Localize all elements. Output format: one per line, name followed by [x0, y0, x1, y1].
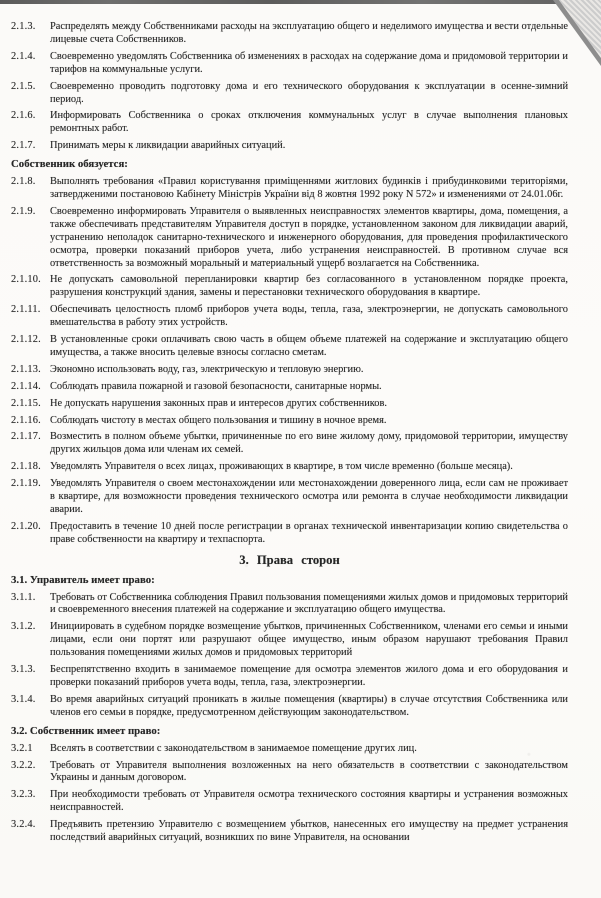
clause-number: 2.1.19. [11, 478, 41, 490]
clause-number: 2.1.3. [11, 21, 36, 32]
clause-text: Инициировать в судебном порядке возмещение убытков, причиненных Собственником, членами его семьи и иными лицами, если они портят или разрушают общее имущество, иным образом нарушают требования Правил пользования помещениями жилых домов и придомовых территорий [50, 621, 568, 659]
clause-3-2-3 [11, 789, 568, 815]
clause-text: Вселять в соответствии с законодательством в занимаемое помещение других лиц. [50, 742, 417, 754]
document-content [11, 21, 568, 845]
clause-number: 3.1.3. [11, 664, 36, 676]
clause-3-1-3 [11, 664, 568, 690]
clause-2-1-14 [11, 381, 568, 394]
clause-2-1-10 [11, 274, 568, 300]
clause-number: 3.1.2. [11, 621, 36, 633]
clause-number: 2.1.7. [11, 140, 36, 152]
clause-text: Своевременно информировать Управителя о выявленных неисправностях элементов квартиры, дома, помещения, а также обеспечивать представителям Управителя доступ в порядке, установленном законом для ликвидации аварий, устранению неполадок санитарно-технического и инженерного оборудования, для проведения профилактического осмотра, проверки показаний приборов учета, либо устранения неисправностей. В противном случае вся ответственность за возможный моральный и материальный ущерб возлагается на Собственника. [50, 205, 568, 269]
clause-2-1-18 [11, 461, 568, 474]
clause-number: 2.1.4. [11, 50, 36, 62]
clause-number: 2.1.15. [11, 397, 41, 409]
clause-number: 2.1.5. [11, 80, 36, 92]
clause-number: 2.1.8. [11, 176, 36, 188]
clause-3-2-1 [11, 743, 568, 756]
clause-number: 2.1.9. [11, 205, 36, 217]
clause-2-1-13 [11, 364, 568, 377]
clause-text: Предоставить в течение 10 дней после регистрации в органах технической инвентаризации копию свидетельства о праве собственности на квартиру и техпаспорта. [50, 520, 568, 545]
clause-text: Экономно использовать воду, газ, электрическую и тепловую энергию. [50, 363, 364, 375]
clause-text: Уведомлять Управителя о своем местонахождении или местонахождении доверенного лица, если сам не проживает в квартире, для возможности проведения технического осмотра или ремонта в случае необходимости ликвидации аварии. [50, 478, 568, 515]
clause-number: 2.1.13. [11, 363, 41, 375]
clause-number: 2.1.10. [11, 274, 41, 286]
clause-text: Своевременно проводить подготовку дома и его технического оборудования к эксплуатации в осенне-зимний период. [50, 80, 568, 105]
clause-number: 2.1.16. [11, 414, 41, 426]
clause-2-1-19 [11, 478, 568, 517]
subsection-heading: 3.2. Собственник имеет право: [11, 724, 161, 737]
subsection-heading: Собственник обязуется: [11, 158, 128, 171]
clause-3-1-1 [11, 592, 568, 618]
clause-text: Требовать от Управителя выполнения возложенных на него обязательств в соответствии с законодательством Украины и данным договором. [50, 759, 568, 784]
clause-2-1-17 [11, 431, 568, 457]
clause-text: Распределять между Собственниками расходы на эксплуатацию общего и неделимого имущества и вести отдельные лицевые счета Собственников. [50, 21, 568, 45]
section-heading: 3. Права сторон [239, 552, 340, 567]
clause-text: Беспрепятственно входить в занимаемое помещение для осмотра элементов жилого дома и его оборудования и проверки показаний приборов учета воды, тепла, газа, электроэнергии. [50, 664, 568, 688]
clause-text: Принимать меры к ликвидации аварийных ситуаций. [50, 140, 286, 152]
clause-text: В установленные сроки оплачивать свою часть в общем объеме платежей на содержание и эксплуатацию общего имущества, а также вносить целевые взносы согласно сметам. [50, 334, 568, 358]
scan-edge-artifact [0, 0, 601, 4]
clause-number: 2.1.11. [11, 304, 41, 316]
clause-text: Соблюдать чистоту в местах общего пользования и тишину в ночное время. [50, 414, 387, 426]
clause-text: Требовать от Собственника соблюдения Правил пользования помещениями жилых домов и придомовых территорий и своевременного внесения платежей на содержание и эксплуатацию общего имущества. [50, 591, 568, 616]
clause-text: Информировать Собственника о сроках отключения коммунальных услуг в случае выполнения плановых ремонтных работ. [50, 110, 568, 135]
clause-2-1-16 [11, 415, 568, 428]
clause-text: Уведомлять Управителя о всех лицах, проживающих в квартире, в том числе временно (больше месяца). [50, 461, 513, 473]
clause-text: Обеспечивать целостность пломб приборов учета воды, тепла, газа, электроэнергии, не допускать самовольного вмешательства в работу этих устройств. [50, 304, 568, 329]
clause-3-1-2 [11, 621, 568, 660]
clause-2-1-3 [11, 21, 568, 47]
clause-number: 3.1.1. [11, 591, 36, 603]
clause-2-1-4 [11, 51, 568, 77]
clause-2-1-11 [11, 304, 568, 330]
clause-number: 3.2.3. [11, 789, 36, 801]
clause-3-2-2 [11, 760, 568, 786]
clause-number: 2.1.6. [11, 110, 36, 122]
clause-2-1-6 [11, 110, 568, 136]
clause-number: 3.2.1 [11, 742, 33, 754]
clause-2-1-5 [11, 81, 568, 107]
clause-text: При необходимости требовать от Управителя осмотра технического состояния квартиры и устранения возможных неисправностей. [50, 789, 568, 814]
clause-text: Выполнять требования «Правил користування приміщеннями житлових будинків і прибудинковими територіями, затвердженими постановою Кабінету Міністрів України від 8 жовтня 1992 року N 572» и изменениями от 24.01.06г. [50, 176, 568, 200]
clause-2-1-7 [11, 140, 568, 153]
clause-text: Возместить в полном объеме убытки, причиненные по его вине жилому дому, придомовой территории, имуществу других жильцов дома или членам их семей. [50, 431, 568, 456]
clause-number: 3.1.4. [11, 693, 36, 705]
clause-text: Во время аварийных ситуаций проникать в жилые помещения (квартиры) в случае отсутствия Собственника или членов его семьи в порядке, предусмотренном действующим законодательством. [50, 693, 568, 718]
clause-2-1-15 [11, 398, 568, 411]
clause-number: 3.2.2. [11, 759, 36, 771]
clause-number: 2.1.20. [11, 520, 41, 532]
clause-number: 2.1.18. [11, 461, 41, 473]
subsection-heading: 3.1. Управитель имеет право: [11, 573, 155, 586]
clause-number: 2.1.17. [11, 431, 41, 443]
clause-3-2-4 [11, 819, 568, 845]
clause-2-1-12 [11, 334, 568, 360]
clause-2-1-8 [11, 176, 568, 202]
clause-number: 2.1.12. [11, 334, 41, 346]
clause-2-1-9 [11, 206, 568, 271]
clause-text: Предъявить претензию Управителю с возмещением убытков, нанесенных его имуществу на предмет устранения последствий аварийных ситуаций, возникших по вине Управителя, на основании [50, 819, 568, 844]
clause-2-1-20 [11, 521, 568, 547]
clause-text: Соблюдать правила пожарной и газовой безопасности, санитарные нормы. [50, 380, 382, 392]
clause-text: Своевременно уведомлять Собственника об изменениях в расходах на содержание дома и придомовой территории и тарифов на коммунальные услуги. [50, 50, 568, 75]
clause-number: 3.2.4. [11, 819, 36, 831]
clause-text: Не допускать нарушения законных прав и интересов других собственников. [50, 397, 387, 409]
clause-3-1-4 [11, 694, 568, 720]
clause-number: 2.1.14. [11, 380, 41, 392]
clause-text: Не допускать самовольной перепланировки квартир без согласованного в установленном порядке проекта, разрушения конструкций здания, замены и перестановки технического оборудования в квартире. [50, 274, 568, 299]
